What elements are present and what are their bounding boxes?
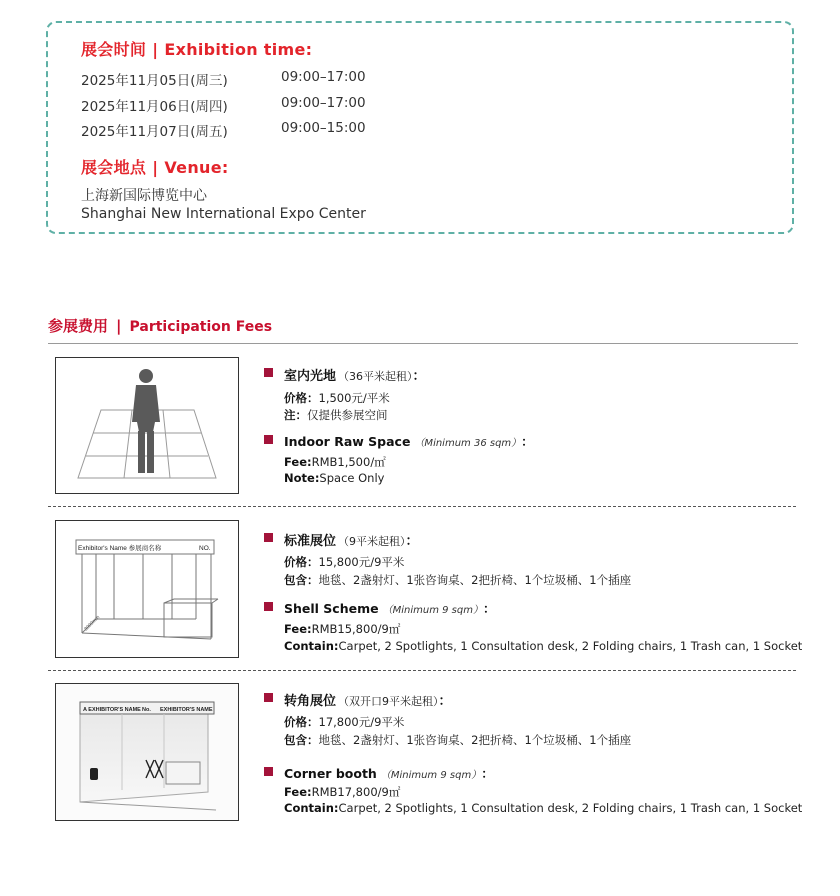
booth-no-label: No. [142,707,151,713]
contents-line: 包含：地毯、2盏射灯、1张咨询桌、2把折椅、1个垃圾桶、1个插座 [284,573,632,587]
bullet-marker [264,693,273,702]
note-line: Note:Space Only [284,471,385,485]
person-figure [132,369,160,473]
raw-space-drawing [56,358,238,493]
fees-section-title: 参展费用 | Participation Fees [48,317,273,335]
item-title-zh: 室内光地 （36平米起租）： [284,369,426,384]
item-title-zh: 转角展位 （双开口9平米起租）： [284,694,452,709]
shell-scheme-drawing [56,521,238,657]
schedule-time: 09:00–17:00 [281,95,366,111]
shell-scheme-illustration [55,520,239,658]
item-title-en: Indoor Raw Space （Minimum 36 sqm）： [284,434,534,449]
bullet-marker [264,368,273,377]
price-line: 价格：15,800元/9平米 [284,555,405,569]
booth-floor-label: 3000mm [83,614,102,633]
corner-booth-drawing [56,684,238,820]
fee-item-shell-scheme [264,530,824,653]
booth-left-label: A EXHIBITOR'S NAME [83,707,141,713]
fee-item-corner-booth [264,690,824,815]
schedule-time: 09:00–15:00 [281,120,366,136]
item-title-zh: 标准展位 （9平米起租）： [284,534,419,549]
contents-line: Contain:Carpet, 2 Spotlights, 1 Consultation desk, 2 Folding chairs, 1 Trash can, 1 Socket [284,639,803,653]
fee-item-raw-space [264,365,824,485]
contents-line: 包含：地毯、2盏射灯、1张咨询桌、2把折椅、1个垃圾桶、1个插座 [284,733,632,747]
exhibition-time-heading: 展会时间 | Exhibition time: [81,40,313,59]
price-line: 价格：1,500元/平米 [284,391,390,405]
booth-name-label: Exhibitor's Name 参展商名称 [78,545,162,552]
schedule-time: 09:00–17:00 [281,69,366,85]
price-line: 价格：17,800元/9平米 [284,715,405,729]
item-title-en: Corner booth （Minimum 9 sqm）： [284,766,494,781]
schedule-date: 2025年11月05日(周三) [81,73,228,89]
schedule-date: 2025年11月07日(周五) [81,124,228,140]
fee-line: Fee:RMB15,800/9㎡ [284,622,401,636]
item-divider [48,506,796,507]
fee-line: Fee:RMB1,500/㎡ [284,455,386,469]
bullet-marker [264,767,273,776]
bullet-marker [264,533,273,542]
venue-heading: 展会地点 | Venue: [81,158,229,177]
note-line: 注：仅提供参展空间 [284,408,388,422]
item-divider [48,670,796,671]
fee-line: Fee:RMB17,800/9㎡ [284,785,401,799]
schedule-date: 2025年11月06日(周四) [81,99,228,115]
bullet-marker [264,602,273,611]
item-title-en: Shell Scheme （Minimum 9 sqm）： [284,601,496,616]
venue-name-en: Shanghai New International Expo Center [81,206,366,222]
corner-booth-illustration [55,683,239,821]
venue-name-zh: 上海新国际博览中心 [81,188,207,204]
bullet-marker [264,435,273,444]
trash-can [90,768,98,780]
booth-right-label: EXHIBITOR'S NAME [160,707,213,713]
contents-line: Contain:Carpet, 2 Spotlights, 1 Consultation desk, 2 Folding chairs, 1 Trash can, 1 Socket [284,801,803,815]
exhibition-info-box [46,21,794,234]
booth-no-label: NO. [199,545,211,552]
section-divider [48,343,798,344]
raw-space-illustration [55,357,239,494]
